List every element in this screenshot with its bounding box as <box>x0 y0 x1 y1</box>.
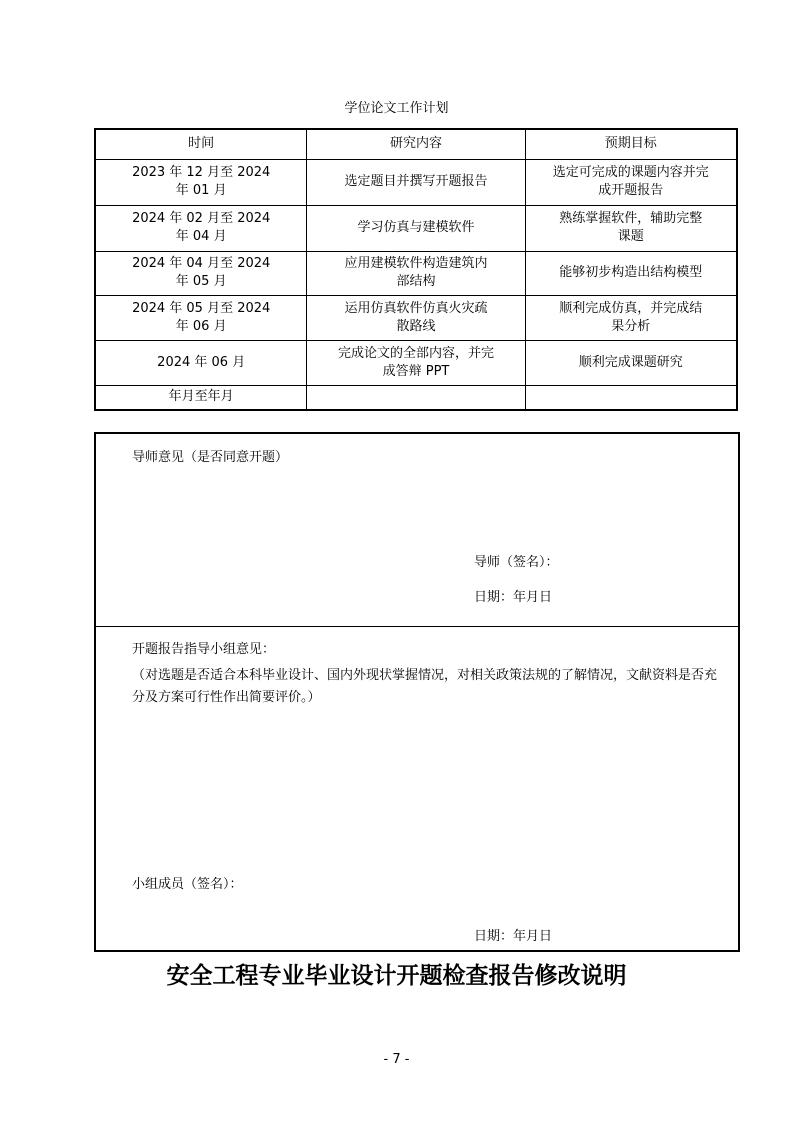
table-row <box>95 159 737 205</box>
group-opinion-box <box>94 625 740 952</box>
header-goal: 预期目标 <box>525 129 737 159</box>
page-number: - 7 - <box>383 1052 410 1067</box>
header-time: 时间 <box>95 129 307 159</box>
header-content: 研究内容 <box>307 129 525 159</box>
table-row <box>95 385 737 410</box>
row-content: 应用建模软件构造建筑内部结构 <box>344 256 488 289</box>
plan-title: 学位论文工作计划 <box>344 101 449 116</box>
row-goal: 选定可完成的课题内容并完成开题报告 <box>552 165 709 198</box>
work-plan-table <box>94 128 738 411</box>
group-date-label: 日期：年月日 <box>474 929 553 944</box>
table-row <box>95 205 737 251</box>
row-goal: 顺利完成仿真，并完成结果分析 <box>559 300 703 334</box>
row-time: 2024 年 06 月 <box>157 354 246 370</box>
advisor-opinion-label: 导师意见（是否同意开题） <box>132 450 289 465</box>
group-opinion-instruction: （对选题是否适合本科毕业设计、国内外现状掌握情况，对相关政策法规的了解情况，文献资料是否充分及方案可行性作出简要评价。） <box>132 668 718 705</box>
row-time: 2024 年 02 月至 2024 年 04 月 <box>132 211 271 244</box>
table-row <box>95 251 737 295</box>
row-time: 2023 年 12 月至 2024 年 01 月 <box>132 165 271 198</box>
row-content: 完成论文的全部内容，并完成答辩 PPT <box>337 345 494 379</box>
advisor-signature-label: 导师（签名）： <box>474 555 559 570</box>
group-members-signature-label: 小组成员（签名）： <box>132 877 243 892</box>
table-row <box>95 295 737 340</box>
advisor-opinion-box <box>94 432 740 627</box>
row-goal: 顺利完成课题研究 <box>578 354 683 370</box>
row-content: 学习仿真与建模软件 <box>357 220 475 235</box>
row-content: 运用仿真软件仿真火灾疏散路线 <box>344 300 488 334</box>
row-goal: 熟练掌握软件，辅助完整课题 <box>559 211 703 244</box>
row-time: 2024 年 04 月至 2024 年 05 月 <box>132 256 271 289</box>
table-row <box>95 340 737 385</box>
row-time: 2024 年 05 月至 2024 年 06 月 <box>132 300 271 334</box>
row-content: 选定题目并撰写开题报告 <box>344 174 488 189</box>
group-opinion-label: 开题报告指导小组意见： <box>132 642 276 657</box>
row-goal: 能够初步构造出结构模型 <box>559 265 703 280</box>
section-heading: 安全工程专业毕业设计开题检查报告修改说明 <box>166 963 627 989</box>
table-header-row <box>95 129 737 159</box>
row-time: 年月至年月 <box>168 389 234 405</box>
advisor-date-label: 日期：年月日 <box>474 590 553 605</box>
